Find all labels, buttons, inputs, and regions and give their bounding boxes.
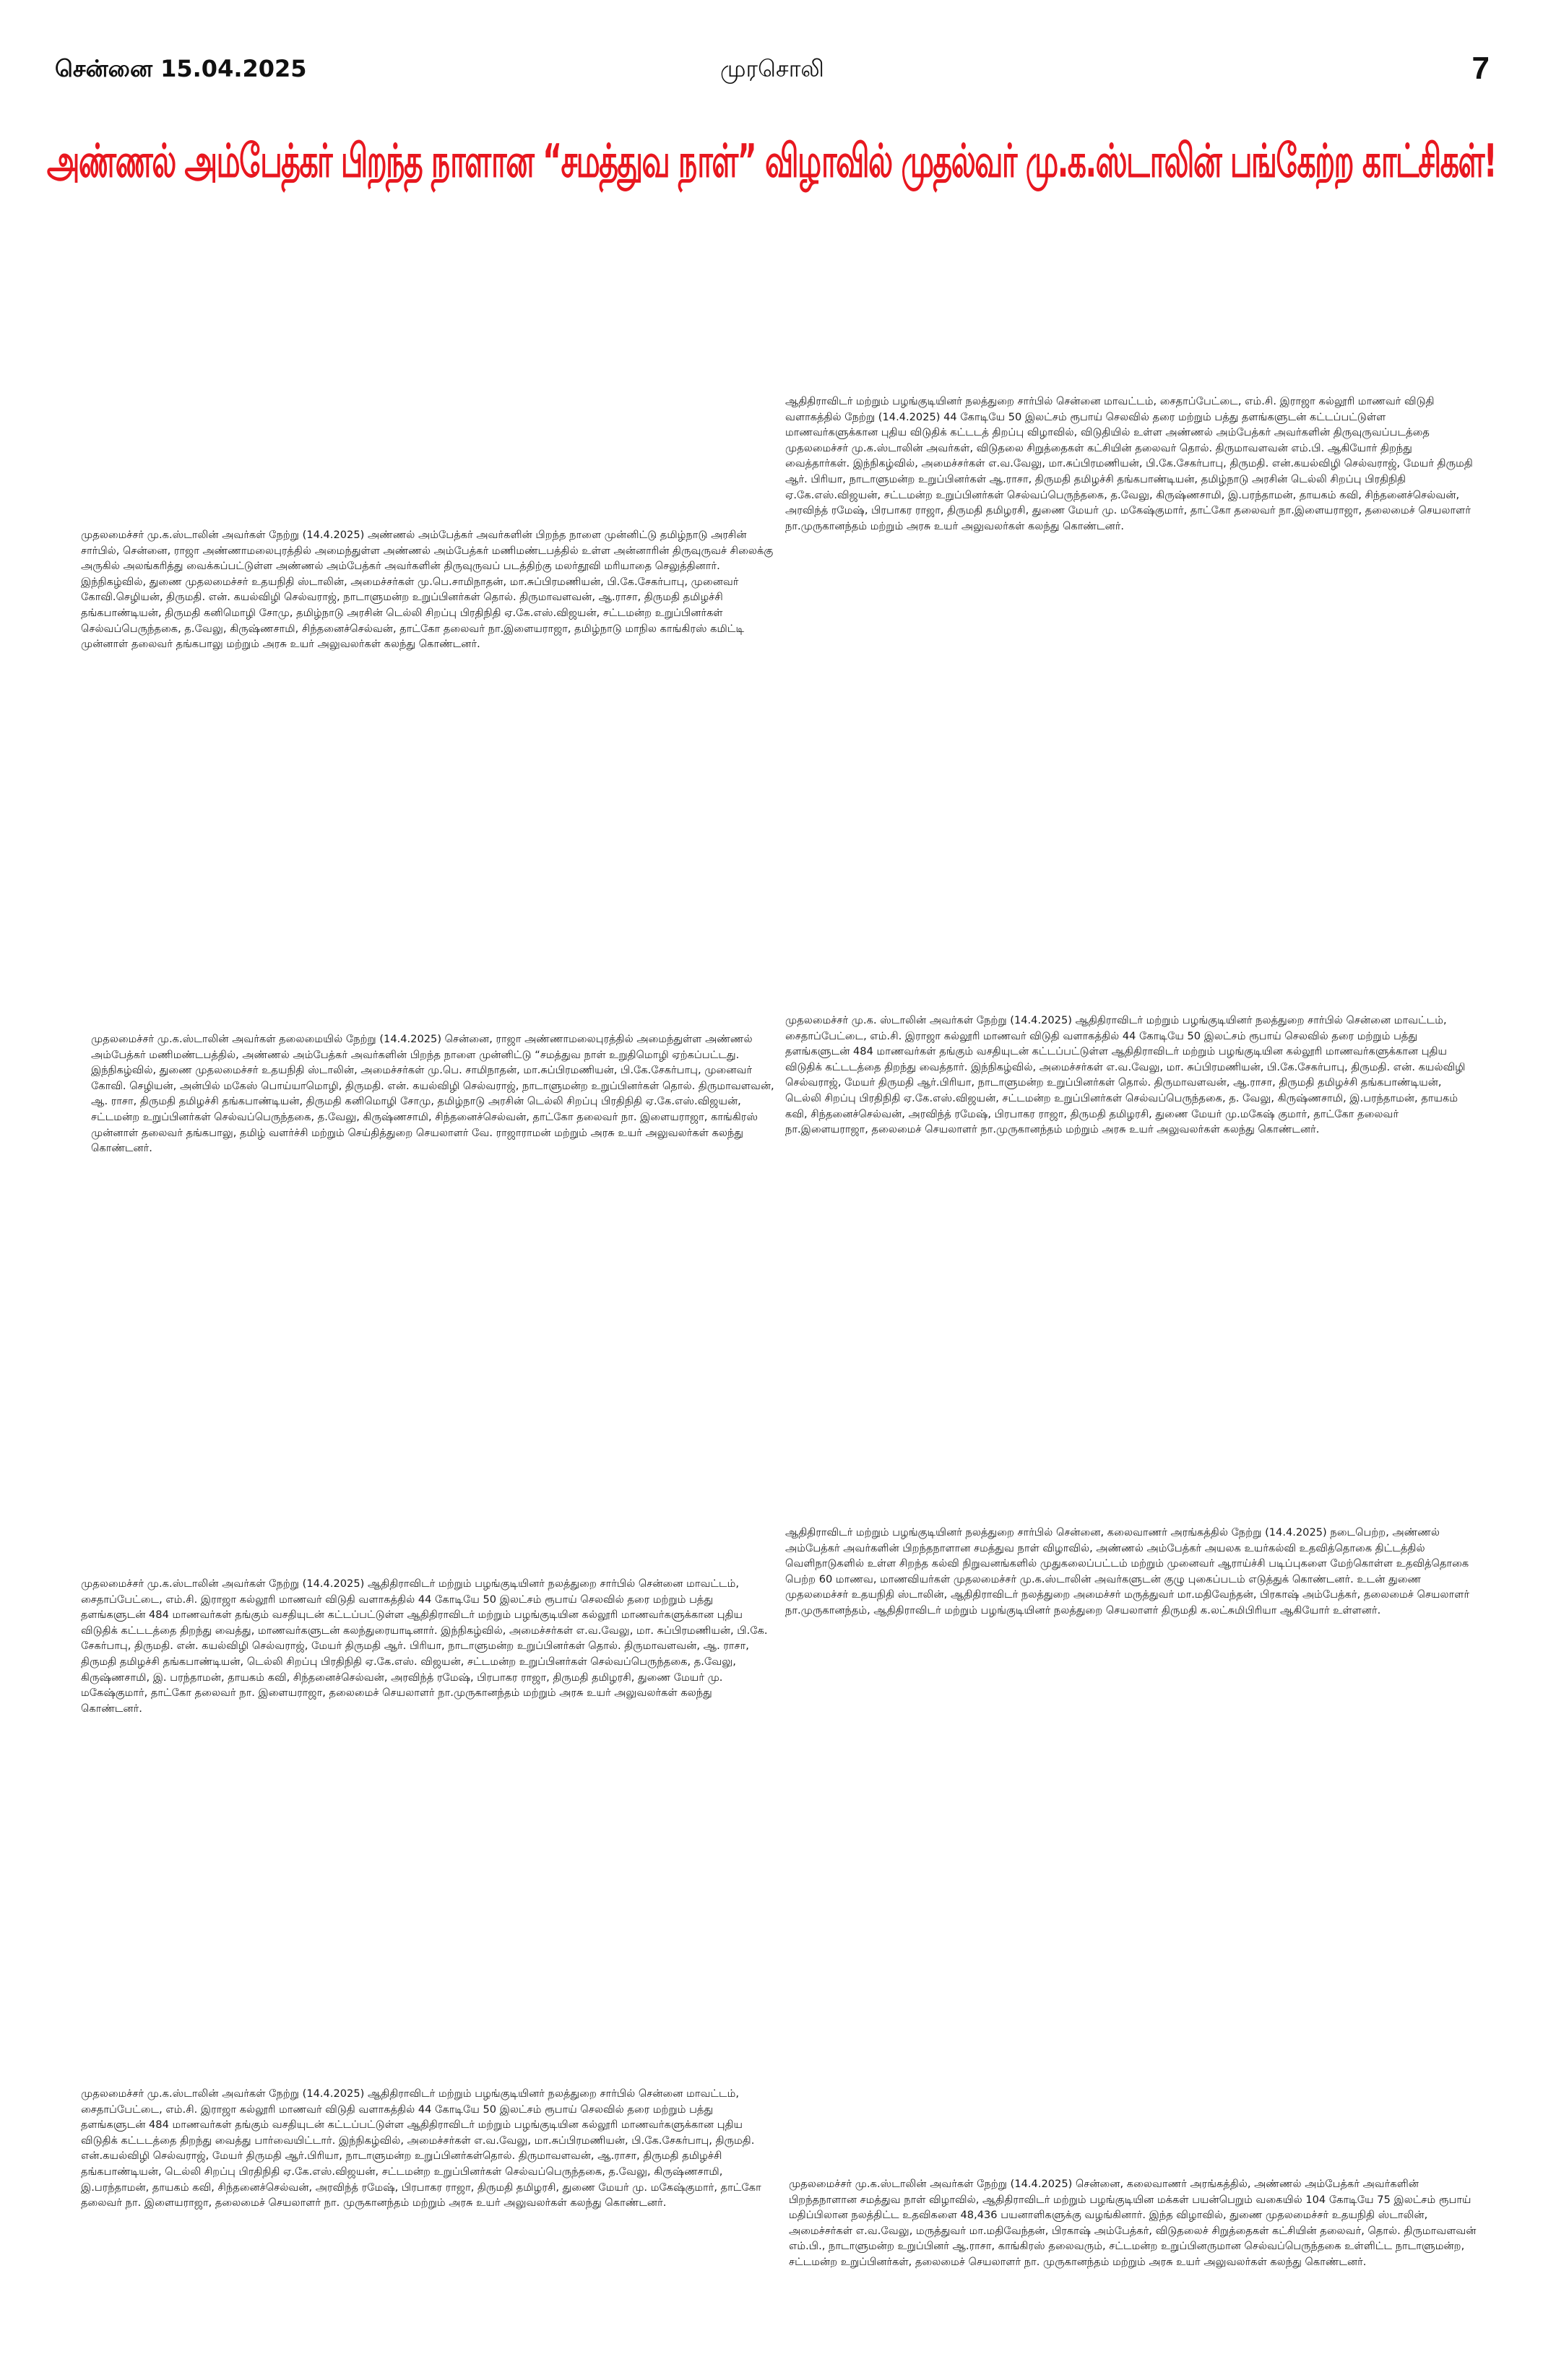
photo-caption-5: முதலமைச்சர் மு.க.ஸ்டாலின் அவர்கள் நேற்று (14.4.2025) ஆதிதிராவிடர் மற்றும் பழங்குடியினர் நலத்துறை சார்பில் சென்னை மாவட்டம், சைதாப்பேட்டை, எம்.சி. இராஜா கல்லூரி மாணவர் விடுதி வளாகத்தில் 44 கோடியே 50 இலட்சம் ரூபாய் செலவில் தரை மற்றும் பத்து தளங்களுடன் 484 மாணவர்கள் தங்கும் வசதியுடன் கட்டப்பட்டுள்ள ஆதிதிராவிடர் மற்றும் பழங்குடியின கல்லூரி மாணவர்களுக்கான புதிய விடுதிக் கட்டடத்தை திறந்து வைத்து, மாணவர்களுடன் கலந்துரையாடினார். இந்நிகழ்வில், அமைச்சர்கள் எ.வ.வேலு, மா. சுப்பிரமணியன், பி.கே. சேகர்பாபு, திருமதி. என். கயல்விழி செல்வராஜ், மேயர் திருமதி ஆர். பிரியா, நாடாளுமன்ற உறுப்பினர்கள் தொல். திருமாவளவன், ஆ. ராசா, திருமதி தமிழச்சி தங்கபாண்டியன், டெல்லி சிறப்பு பிரதிநிதி ஏ.கே.எஸ். விஜயன், சட்டமன்ற உறுப்பினர்கள் செல்வப்பெருந்தகை, த.வேலு, கிருஷ்ணசாமி, இ. பரந்தாமன், தாயகம் கவி, சிந்தனைச்செல்வன், அரவிந்த் ரமேஷ், பிரபாகர ராஜா, திருமதி தமிழரசி, துணை மேயர் மு. மகேஷ்குமார், தாட்கோ தலைவர் நா. இளையராஜா, தலைமைச் செயலாளர் நா.முருகானந்தம் மற்றும் அரசு உயர் அலுவலர்கள் கலந்து கொண்டனர். bbox=[81, 1578, 768, 1715]
issue-date: சென்னை 15.04.2025 bbox=[55, 55, 307, 82]
masthead bbox=[55, 51, 1490, 101]
photo-caption-3: முதலமைச்சர் மு.க.ஸ்டாலின் அவர்கள் தலைமையில் நேற்று (14.4.2025) சென்னை, ராஜா அண்ணாமலைபுரத்தில் அமைந்துள்ள அண்ணல் அம்பேத்கர் மணிமண்டபத்தில், அண்ணல் அம்பேத்கர் அவர்களின் பிறந்த நாளை முன்னிட்டு “சமத்துவ நாள் உறுதிமொழி ஏற்கப்பட்டது. இந்நிகழ்வில், துணை முதலமைச்சர் உதயநிதி ஸ்டாலின், அமைச்சர்கள் மு.பெ. சாமிநாதன், மா.சுப்பிரமணியன், பி.கே.சேகர்பாபு, முனைவர் கோவி. செழியன், அன்பில் மகேஸ் பொய்யாமொழி, திருமதி. என். கயல்விழி செல்வராஜ், நாடாளுமன்ற உறுப்பினர்கள் தொல். திருமாவளவன், ஆ. ராசா, திருமதி தமிழச்சி தங்கபாண்டியன், திருமதி கனிமொழி சோமு, தமிழ்நாடு அரசின் டெல்லி சிறப்பு பிரதிநிதி ஏ.கே.எஸ்.விஜயன், சட்டமன்ற உறுப்பினர்கள் செல்வப்பெருந்தகை, த.வேலு, கிருஷ்ணசாமி, சிந்தனைச்செல்வன், தாட்கோ தலைவர் நா. இளையராஜா, காங்கிரஸ் முன்னாள் தலைவர் தங்கபாலு, தமிழ் வளர்ச்சி மற்றும் செய்தித்துறை செயலாளர் வே. ராஜாராமன் மற்றும் அரசு உயர் அலுவலர்கள் கலந்து கொண்டனர். bbox=[91, 1033, 774, 1155]
photo-caption-1: முதலமைச்சர் மு.க.ஸ்டாலின் அவர்கள் நேற்று (14.4.2025) அண்ணல் அம்பேத்கர் அவர்களின் பிறந்த நாளை முன்னிட்டு தமிழ்நாடு அரசின் சார்பில், சென்னை, ராஜா அண்ணாமலைபுரத்தில் அமைந்துள்ள அண்ணல் அம்பேத்கர் மணிமண்டபத்தில் உள்ள அன்னாரின் திருவுருவச் சிலைக்கு அருகில் அலங்கரித்து வைக்கப்பட்டுள்ள அண்ணல் அம்பேத்கர் அவர்களின் திருவுருவப் படத்திற்கு மலர்தூவி மரியாதை செலுத்தினார். இந்நிகழ்வில், துணை முதலமைச்சர் உதயநிதி ஸ்டாலின், அமைச்சர்கள் மு.பெ.சாமிநாதன், மா.சுப்பிரமணியன், பி.கே.சேகர்பாபு, முனைவர் கோவி.செழியன், திருமதி. என். கயல்விழி செல்வராஜ், நாடாளுமன்ற உறுப்பினர்கள் தொல். திருமாவளவன், ஆ.ராசா, திருமதி தமிழச்சி தங்கபாண்டியன், திருமதி கனிமொழி சோமு, தமிழ்நாடு அரசின் டெல்லி சிறப்பு பிரதிநிதி ஏ.கே.எஸ்.விஜயன், சட்டமன்ற உறுப்பினர்கள் செல்வப்பெருந்தகை, த.வேலு, கிருஷ்ணசாமி, சிந்தனைச்செல்வன், தாட்கோ தலைவர் நா.இளையராஜா, தமிழ்நாடு மாநில காங்கிரஸ் கமிட்டி முன்னாள் தலைவர் தங்கபாலு மற்றும் அரசு உயர் அலுவலர்கள் கலந்து கொண்டனர். bbox=[81, 529, 774, 651]
page-headline: அண்ணல் அம்பேத்கர் பிறந்த நாளான “சமத்துவ நாள்” விழாவில் முதல்வர் மு.க.ஸ்டாலின் பங்கேற்ற காட்சிகள்! bbox=[46, 134, 1497, 189]
photo-caption-2: ஆதிதிராவிடர் மற்றும் பழங்குடியினர் நலத்துறை சார்பில் சென்னை மாவட்டம், சைதாப்பேட்டை, எம்.சி. இராஜா கல்லூரி மாணவர் விடுதி வளாகத்தில் நேற்று (14.4.2025) 44 கோடியே 50 இலட்சம் ரூபாய் செலவில் தரை மற்றும் பத்து தளங்களுடன் கட்டப்பட்டுள்ள மாணவர்களுக்கான புதிய விடுதிக் கட்டடத் திறப்பு விழாவில், விடுதியில் உள்ள அண்ணல் அம்பேத்கர் அவர்களின் திருவுருவப்படத்தை முதலமைச்சர் மு.க.ஸ்டாலின் அவர்கள், விடுதலை சிறுத்தைகள் கட்சியின் தலைவர் தொல். திருமாவளவன் எம்.பி. ஆகியோர் திறந்து வைத்தார்கள். இந்நிகழ்வில், அமைச்சர்கள் எ.வ.வேலு, மா.சுப்பிரமணியன், பி.கே.சேகர்பாபு, திருமதி. என்.கயல்விழி செல்வராஜ், மேயர் திருமதி ஆர். பிரியா, நாடாளுமன்ற உறுப்பினர்கள் ஆ.ராசா, திருமதி தமிழச்சி தங்கபாண்டியன், தமிழ்நாடு அரசின் டெல்லி சிறப்பு பிரதிநிதி ஏ.கே.எஸ்.விஜயன், சட்டமன்ற உறுப்பினர்கள் செல்வப்பெருந்தகை, த.வேலு, கிருஷ்ணசாமி, இ.பரந்தாமன், தாயகம் கவி, சிந்தனைச்செல்வன், அரவிந்த் ரமேஷ், பிரபாகர ராஜா, திருமதி தமிழரசி, துணை மேயர் மு. மகேஷ்குமார், தாட்கோ தலைவர் நா.இளையராஜா, தலைமைச் செயலாளர் நா.முருகானந்தம் மற்றும் அரசு உயர் அலுவலர்கள் கலந்து கொண்டனர். bbox=[785, 395, 1473, 532]
photo-caption-7: முதலமைச்சர் மு.க.ஸ்டாலின் அவர்கள் நேற்று (14.4.2025) ஆதிதிராவிடர் மற்றும் பழங்குடியினர் நலத்துறை சார்பில் சென்னை மாவட்டம், சைதாப்பேட்டை, எம்.சி. இராஜா கல்லூரி மாணவர் விடுதி வளாகத்தில் 44 கோடியே 50 இலட்சம் ரூபாய் செலவில் தரை மற்றும் பத்து தளங்களுடன் 484 மாணவர்கள் தங்கும் வசதியுடன் கட்டப்பட்டுள்ள ஆதிதிராவிடர் மற்றும் பழங்குடியின கல்லூரி மாணவர்களுக்கான புதிய விடுதிக் கட்டடத்தை திறந்து வைத்து பார்வையிட்டார். இந்நிகழ்வில், அமைச்சர்கள் எ.வ.வேலு, மா.சுப்பிரமணியன், பி.கே.சேகர்பாபு, திருமதி. என்.கயல்விழி செல்வராஜ், மேயர் திருமதி ஆர்.பிரியா, நாடாளுமன்ற உறுப்பினர்கள்தொல். திருமாவளவன், ஆ.ராசா, திருமதி தமிழச்சி தங்கபாண்டியன், டெல்லி சிறப்பு பிரதிநிதி ஏ.கே.எஸ்.விஜயன், சட்டமன்ற உறுப்பினர்கள் செல்வப்பெருந்தகை, த.வேலு, கிருஷ்ணசாமி, இ.பரந்தாமன், தாயகம் கவி, சிந்தனைச்செல்வன், அரவிந்த் ரமேஷ், பிரபாகர ராஜா, திருமதி தமிழரசி, துணை மேயர் மு. மகேஷ்குமார், தாட்கோ தலைவர் நா. இளையராஜா, தலைமைச் செயலாளர் நா. முருகானந்தம் மற்றும் அரசு உயர் அலுவலர்கள் கலந்து கொண்டனர். bbox=[81, 2087, 761, 2210]
page-number: 7 bbox=[1471, 51, 1490, 86]
photo-caption-6: ஆதிதிராவிடர் மற்றும் பழங்குடியினர் நலத்துறை சார்பில் சென்னை, கலைவாணர் அரங்கத்தில் நேற்று (14.4.2025) நடைபெற்ற, அண்ணல் அம்பேத்கர் அவர்களின் பிறந்தநாளான சமத்துவ நாள் விழாவில், அண்ணல் அம்பேத்கர் அயலக உயர்கல்வி உதவித்தொகை திட்டத்தில் வெளிநாடுகளில் உள்ள சிறந்த கல்வி நிறுவனங்களில் முதுகலைப்பட்டம் மற்றும் முனைவர் ஆராய்ச்சி படிப்புகளை மேற்கொள்ள உதவித்தொகை பெற்ற 60 மாணவ, மாணவியர்கள் முதலமைச்சர் மு.க.ஸ்டாலின் அவர்களுடன் குழு புகைப்படம் எடுத்துக் கொண்டனர். உடன் துணை முதலமைச்சர் உதயநிதி ஸ்டாலின், ஆதிதிராவிடர் நலத்துறை அமைச்சர் மருத்துவர் மா.மதிவேந்தன், பிரகாஷ் அம்பேத்கர், தலைமைச் செயலாளர் நா.முருகானந்தம், ஆதிதிராவிடர் மற்றும் பழங்குடியினர் நலத்துறை செயலாளர் திருமதி க.லட்சுமிபிரியா ஆகியோர் உள்ளனர். bbox=[785, 1526, 1470, 1617]
photo-caption-4: முதலமைச்சர் மு.க. ஸ்டாலின் அவர்கள் நேற்று (14.4.2025) ஆதிதிராவிடர் மற்றும் பழங்குடியினர் நலத்துறை சார்பில் சென்னை மாவட்டம், சைதாப்பேட்டை, எம்.சி. இராஜா கல்லூரி மாணவர் விடுதி வளாகத்தில் 44 கோடியே 50 இலட்சம் ரூபாய் செலவில் தரை மற்றும் பத்து தளங்களுடன் 484 மாணவர்கள் தங்கும் வசதியுடன் கட்டப்பட்டுள்ள ஆதிதிராவிடர் மற்றும் பழங்குடியின கல்லூரி மாணவர்களுக்கான புதிய விடுதிக் கட்டடத்தை திறந்து வைத்தார். இந்நிகழ்வில், அமைச்சர்கள் எ.வ.வேலு, மா. சுப்பிரமணியன், பி.கே.சேகர்பாபு, திருமதி. என். கயல்விழி செல்வராஜ், மேயர் திருமதி ஆர்.பிரியா, நாடாளுமன்ற உறுப்பினர்கள் தொல். திருமாவளவன், ஆ.ராசா, திருமதி தமிழச்சி தங்கபாண்டியன், டெல்லி சிறப்பு பிரதிநிதி ஏ.கே.எஸ்.விஜயன், சட்டமன்ற உறுப்பினர்கள் செல்வப்பெருந்தகை, த. வேலு, கிருஷ்ணசாமி, இ.பரந்தாமன், தாயகம் கவி, சிந்தனைச்செல்வன், அரவிந்த் ரமேஷ், பிரபாகர ராஜா, திருமதி தமிழரசி, துணை மேயர் மு.மகேஷ் குமார், தாட்கோ தலைவர் நா.இளையராஜா, தலைமைச் செயலாளர் நா.முருகானந்தம் மற்றும் அரசு உயர் அலுவலர்கள் கலந்து கொண்டனர். bbox=[785, 1014, 1466, 1136]
newspaper-name: முரசொலி bbox=[720, 55, 824, 82]
photo-caption-8: முதலமைச்சர் மு.க.ஸ்டாலின் அவர்கள் நேற்று (14.4.2025) சென்னை, கலைவாணர் அரங்கத்தில், அண்ணல் அம்பேத்கர் அவர்களின் பிறந்தநாளான சமத்துவ நாள் விழாவில், ஆதிதிராவிடர் மற்றும் பழங்குடியின மக்கள் பயன்பெறும் வகையில் 104 கோடியே 75 இலட்சம் ரூபாய் மதிப்பிலான நலத்திட்ட உதவிகளை 48,436 பயனாளிகளுக்கு வழங்கினார். இந்த விழாவில், துணை முதலமைச்சர் உதயநிதி ஸ்டாலின், அமைச்சர்கள் எ.வ.வேலு, மருத்துவர் மா.மதிவேந்தன், பிரகாஷ் அம்பேத்கர், விடுதலைச் சிறுத்தைகள் கட்சியின் தலைவர், தொல். திருமாவளவன் எம்.பி., நாடாளுமன்ற உறுப்பினர் ஆ.ராசா, காங்கிரஸ் தலைவரும், சட்டமன்ற உறுப்பினருமான செல்வப்பெருந்தகை உள்ளிட்ட நாடாளுமன்ற, சட்டமன்ற உறுப்பினர்கள், தலைமைச் செயலாளர் நா. முருகானந்தம் மற்றும் அரசு உயர் அலுவலர்கள் கலந்து கொண்டனர். bbox=[789, 2178, 1477, 2268]
